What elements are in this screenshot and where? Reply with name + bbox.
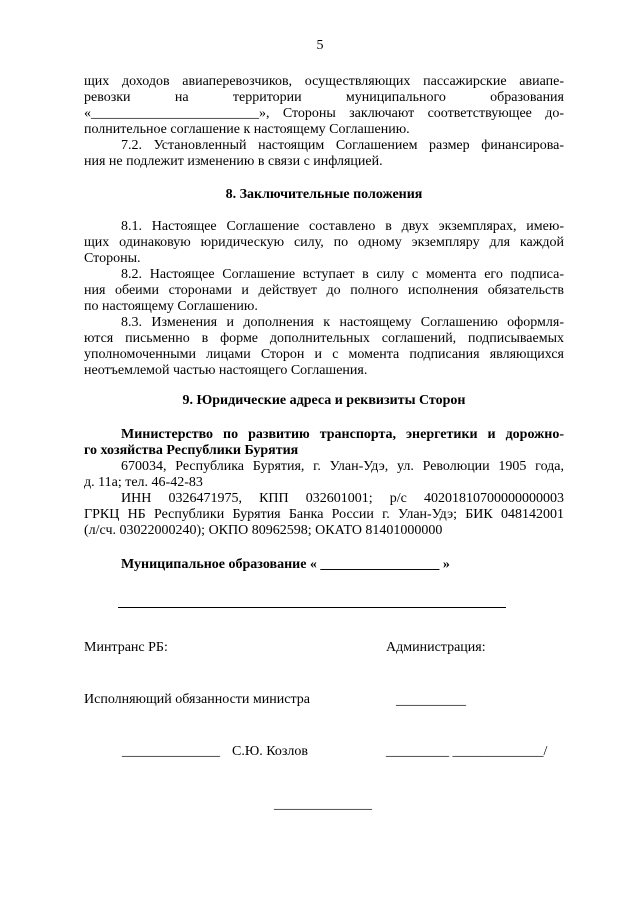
bottom-blank-line: ______________ [274, 797, 372, 812]
municipal-entity-line: Муниципальное образование « _________________ » [121, 557, 450, 572]
ministry-name-line: Министерство по развитию транспорта, энергетики и дорожно- [121, 427, 564, 442]
page-number: 5 [316, 38, 324, 53]
paragraph-line: 8.3. Изменения и дополнения к настоящему Соглашению оформля- [121, 315, 564, 330]
word: муниципального [345, 90, 446, 105]
document-body [84, 74, 564, 573]
paragraph-line: ния обеими сторонами и действует до полного исполнения обязательств [84, 283, 564, 298]
section-heading-9: 9. Юридические адреса и реквизиты Сторон [182, 393, 466, 408]
ministry-requisites-line: ГРКЦ НБ Республики Бурятия Банка России г. Улан-Удэ; БИК 048142001 [84, 507, 564, 522]
paragraph-line: полнительное соглашение к настоящему Соглашению. [84, 122, 410, 137]
ministry-address-line: д. 11а; тел. 46-42-83 [84, 475, 203, 490]
ministry-address-line: 670034, Республика Бурятия, г. Улан-Удэ, ул. Революции 1905 года, [121, 459, 564, 474]
paragraph-line: по настоящему Соглашению. [84, 299, 258, 314]
right-signature-blank: _________ _____________/ [386, 744, 548, 759]
paragraph-line: ния не подлежит изменению в связи с инфляцией. [84, 154, 383, 169]
word: образования [490, 90, 564, 105]
paragraph-line: щих одинаковую юридическую силу, по одному экземпляру для каждой [84, 235, 564, 250]
left-signature-blank: ______________ [122, 744, 220, 759]
signature-right-label: Администрация: [386, 640, 486, 655]
word: ревозки [84, 90, 131, 105]
paragraph-line: 7.2. Установленный настоящим Соглашением размер финансирова- [121, 138, 564, 153]
paragraph-line: 8.1. Настоящее Соглашение составлено в двух экземплярах, имею- [121, 219, 564, 234]
ministry-requisites-line: ИНН 0326471975, КПП 032601001; р/с 40201810700000000003 [121, 491, 564, 506]
paragraph-line: Стороны. [84, 251, 141, 266]
paragraph-line: 8.2. Настоящее Соглашение вступает в силу с момента его подписа- [121, 267, 564, 282]
signature-left-label: Минтранс РБ: [84, 640, 168, 655]
paragraph-line: неотъемлемой частью настоящего Соглашения. [84, 363, 368, 378]
signatory-role: Исполняющий обязанности министра [84, 692, 310, 707]
right-role-blank: __________ [396, 693, 466, 708]
municipal-name-underline [118, 607, 506, 608]
word: на [174, 90, 189, 105]
word: территории [232, 90, 302, 105]
left-signatory-name: С.Ю. Козлов [232, 744, 308, 759]
ministry-name-line: го хозяйства Республики Бурятия [84, 443, 299, 458]
paragraph-line: «________________________», Стороны заключают соответствующее до- [84, 106, 564, 121]
ministry-requisites-line: (л/сч. 03022000240); ОКПО 80962598; ОКАТО 81401000000 [84, 523, 443, 538]
paragraph-line [84, 90, 564, 106]
paragraph-line: ются письменно в форме дополнительных соглашений, подписываемых [84, 331, 564, 346]
section-heading-8: 8. Заключительные положения [225, 187, 423, 202]
paragraph-line: уполномоченными лицами Сторон и с момента подписания являющихся [84, 347, 564, 362]
paragraph-line: щих доходов авиаперевозчиков, осуществляющих пассажирские авиапе- [84, 74, 564, 89]
